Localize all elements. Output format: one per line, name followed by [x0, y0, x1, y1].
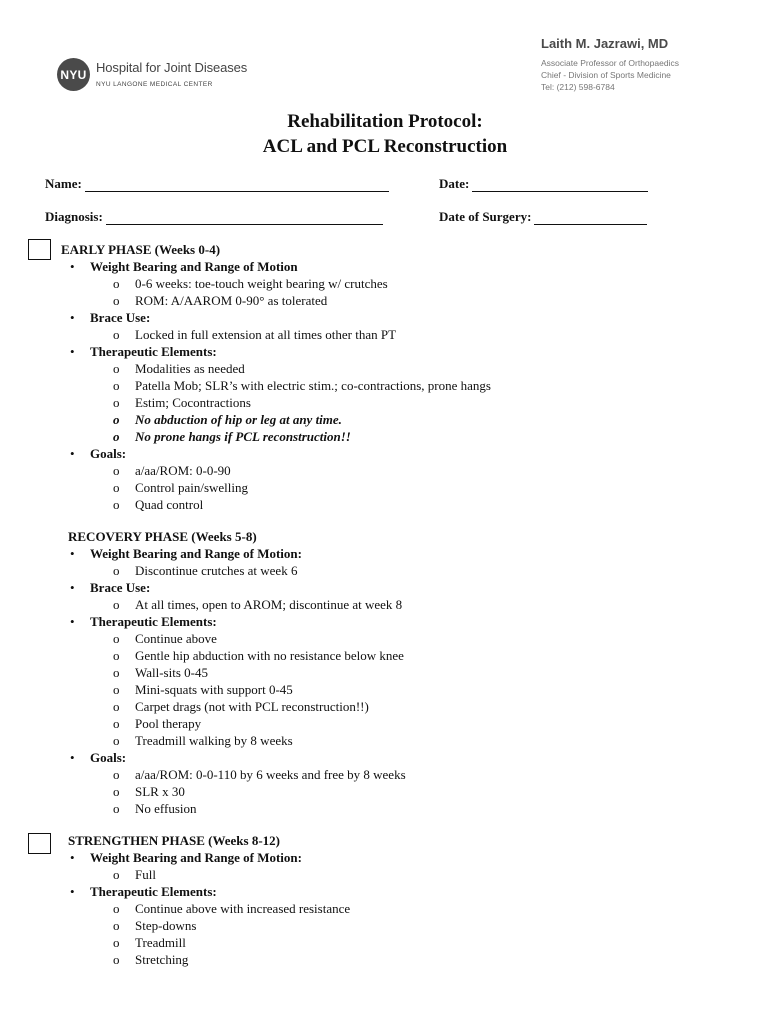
list-item: o Full	[68, 866, 728, 883]
section-heading: • Brace Use:	[68, 579, 728, 596]
diagnosis-label: Diagnosis:	[45, 209, 103, 224]
doctor-title: Associate Professor of Orthopaedics	[541, 58, 679, 68]
page-subtitle: ACL and PCL Reconstruction	[262, 136, 508, 157]
list-item: o Discontinue crutches at week 6	[68, 562, 728, 579]
list-item: o Control pain/swelling	[68, 479, 728, 496]
list-item: o No prone hangs if PCL reconstruction!!	[68, 428, 728, 445]
diagnosis-line[interactable]	[106, 212, 383, 225]
list-item: o No effusion	[68, 800, 728, 817]
list-item: o Stretching	[68, 951, 728, 968]
list-item: o Mini-squats with support 0-45	[68, 681, 728, 698]
early-phase-checkbox[interactable]	[28, 239, 51, 260]
section-heading: • Brace Use:	[68, 309, 728, 326]
list-item: o Quad control	[68, 496, 728, 513]
diagnosis-field[interactable]	[45, 209, 383, 225]
list-item: o Continue above	[68, 630, 728, 647]
list-item: o a/aa/ROM: 0-0-110 by 6 weeks and free by 8 weeks	[68, 766, 728, 783]
list-item: o SLR x 30	[68, 783, 728, 800]
list-item: o At all times, open to AROM; discontinue at week 8	[68, 596, 728, 613]
list-item: o Locked in full extension at all times other than PT	[68, 326, 728, 343]
date-label: Date:	[439, 176, 470, 191]
list-item: o Patella Mob; SLR’s with electric stim.; co-contractions, prone hangs	[68, 377, 728, 394]
phase-gap	[68, 513, 728, 528]
surgery-date-field[interactable]	[439, 209, 647, 225]
name-line[interactable]	[85, 179, 389, 192]
list-item: o Pool therapy	[68, 715, 728, 732]
nyu-logo-mark: NYU	[57, 58, 90, 91]
phase-title: EARLY PHASE (Weeks 0-4)	[61, 242, 221, 257]
name-field[interactable]	[45, 176, 389, 192]
phase-gap	[68, 817, 728, 832]
list-item: o Modalities as needed	[68, 360, 728, 377]
hospital-name: Hospital for Joint Diseases	[96, 59, 248, 75]
doctor-phone: Tel: (212) 598-6784	[541, 82, 615, 92]
list-item: o Treadmill	[68, 934, 728, 951]
name-label: Name:	[45, 176, 82, 191]
protocol-content	[61, 241, 728, 968]
section-heading: • Goals:	[68, 749, 728, 766]
list-item: o Carpet drags (not with PCL reconstruction!!)	[68, 698, 728, 715]
section-heading: • Therapeutic Elements:	[68, 883, 728, 900]
doctor-division: Chief - Division of Sports Medicine	[541, 70, 671, 80]
date-field[interactable]	[439, 176, 648, 192]
strengthen-phase-checkbox[interactable]	[28, 833, 51, 854]
section-heading: • Goals:	[68, 445, 728, 462]
list-item: o Wall-sits 0-45	[68, 664, 728, 681]
doctor-info	[541, 36, 679, 93]
list-item: o a/aa/ROM: 0-0-90	[68, 462, 728, 479]
list-item: o ROM: A/AAROM 0-90° as tolerated	[68, 292, 728, 309]
list-item: o Continue above with increased resistance	[68, 900, 728, 917]
list-item: o 0-6 weeks: toe-touch weight bearing w/ crutches	[68, 275, 728, 292]
surgery-date-line[interactable]	[534, 212, 647, 225]
section-heading: • Therapeutic Elements:	[68, 613, 728, 630]
list-item: o Gentle hip abduction with no resistance below knee	[68, 647, 728, 664]
section-heading: • Therapeutic Elements:	[68, 343, 728, 360]
list-item: o Treadmill walking by 8 weeks	[68, 732, 728, 749]
section-heading: • Weight Bearing and Range of Motion	[68, 258, 728, 275]
phase-title: STRENGTHEN PHASE (Weeks 8-12)	[68, 833, 280, 848]
list-item: o Step-downs	[68, 917, 728, 934]
list-item: o No abduction of hip or leg at any time.	[68, 411, 728, 428]
hospital-subtitle: NYU LANGONE MEDICAL CENTER	[96, 80, 213, 88]
list-item: o Estim; Cocontractions	[68, 394, 728, 411]
hospital-logo	[57, 58, 247, 91]
section-heading: • Weight Bearing and Range of Motion:	[68, 849, 728, 866]
section-heading: • Weight Bearing and Range of Motion:	[68, 545, 728, 562]
date-line[interactable]	[472, 179, 648, 192]
page-title: Rehabilitation Protocol:	[287, 111, 483, 132]
surgery-date-label: Date of Surgery:	[439, 209, 532, 224]
phase-title: RECOVERY PHASE (Weeks 5-8)	[68, 529, 257, 544]
doctor-name: Laith M. Jazrawi, MD	[541, 36, 669, 51]
